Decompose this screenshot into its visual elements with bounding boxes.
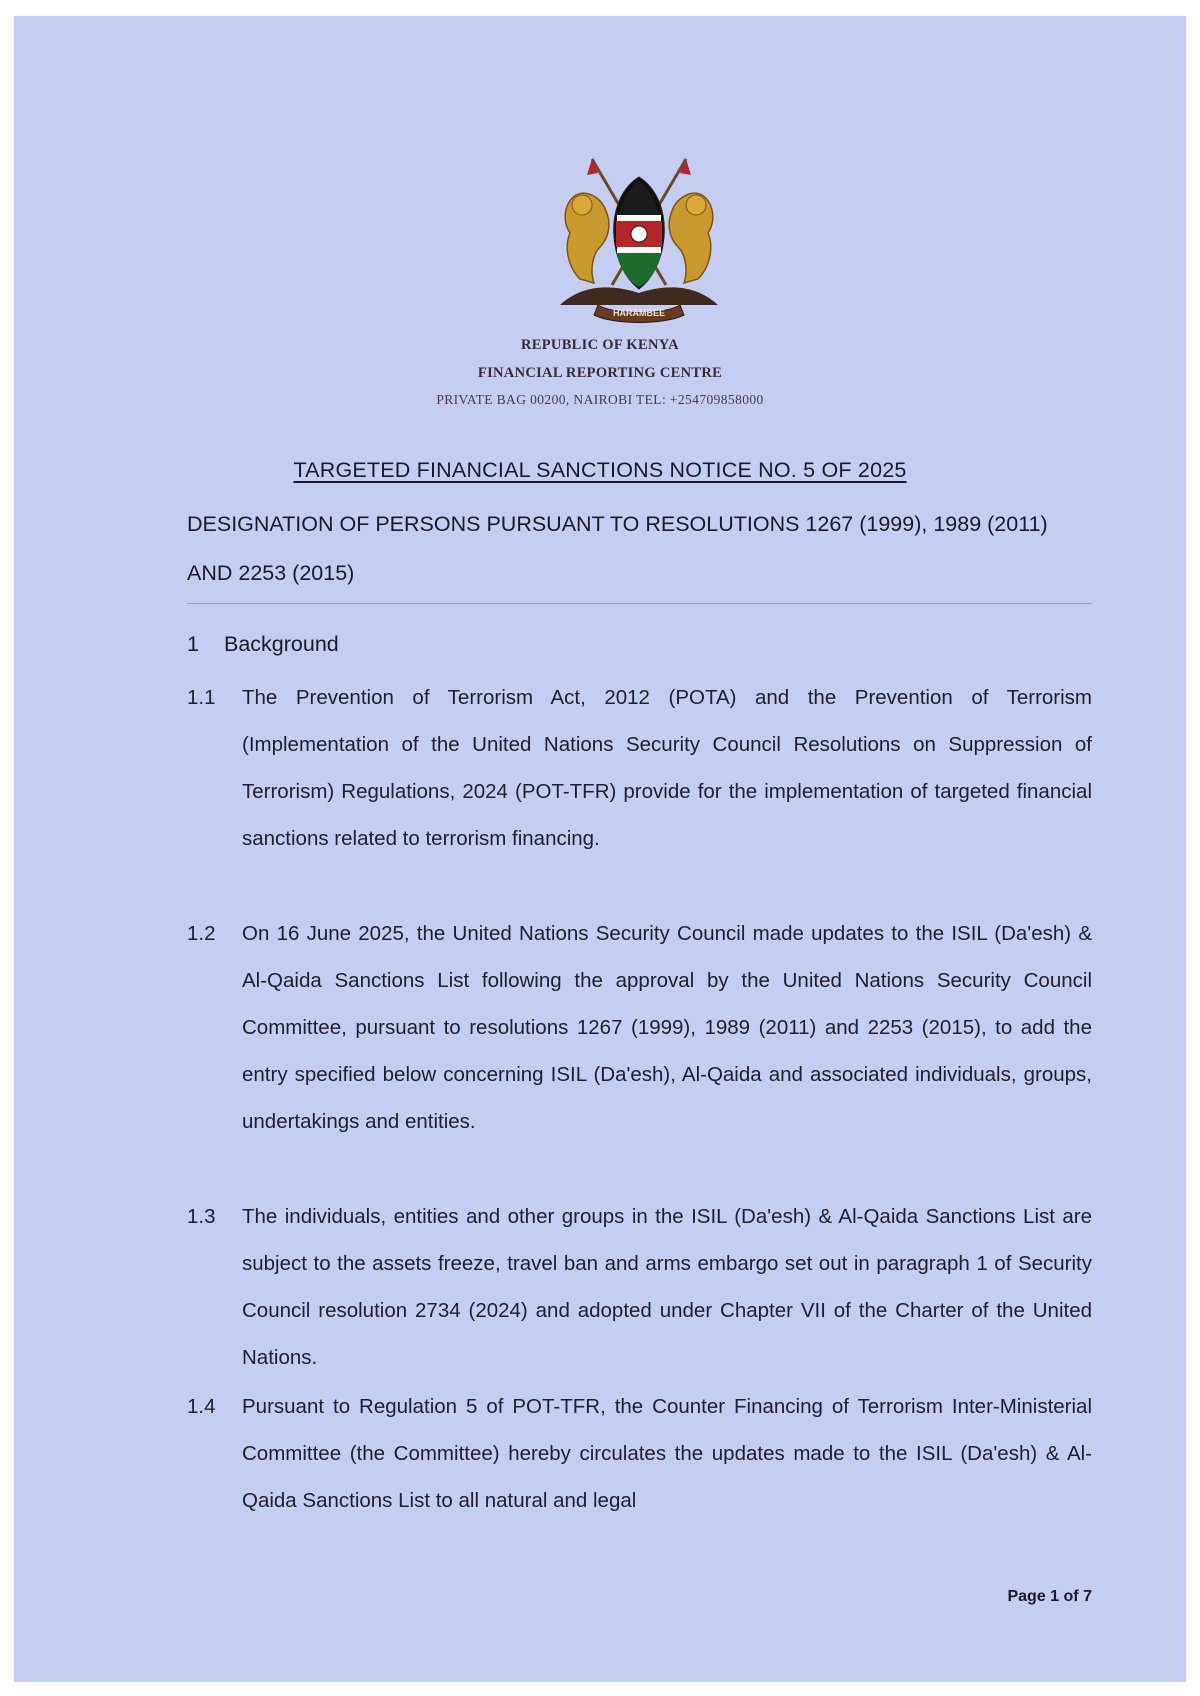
letterhead [0, 331, 1200, 413]
letterhead-address: PRIVATE BAG 00200, NAIROBI TEL: +254709858000 [436, 392, 764, 407]
paragraph-text: The individuals, entities and other groups in the ISIL (Da'esh) & Al-Qaida Sanctions List are subject to the assets freeze, travel ban and arms embargo set out in paragraph 1 of Security Council resolution 2734 (2024) and adopted under Chapter VII of the Charter of the United Nations. [242, 1205, 1092, 1369]
paragraph-text: The Prevention of Terrorism Act, 2012 (POTA) and the Prevention of Terrorism (Implementation of the United Nations Security Council Resolutions on Suppression of Terrorism) Regulations, 2024 (POT-TFR) provide for the implementation of targeted financial sanctions related to terrorism financing. [242, 686, 1092, 850]
page-label: Page [1007, 1588, 1046, 1605]
page-current: 1 [1050, 1588, 1060, 1605]
page-total: 7 [1083, 1588, 1092, 1605]
page-number [1007, 1588, 1092, 1606]
designation-heading: DESIGNATION OF PERSONS PURSUANT TO RESOLUTIONS 1267 (1999), 1989 (2011) AND 2253 (2015) [187, 512, 1048, 585]
section-title: Background [224, 632, 339, 656]
section-number: 1 [187, 632, 199, 656]
paragraph [187, 910, 1092, 1145]
divider [187, 603, 1092, 604]
notice-title: TARGETED FINANCIAL SANCTIONS NOTICE NO. 5 OF 2025 [293, 458, 907, 482]
paragraph-text: On 16 June 2025, the United Nations Security Council made updates to the ISIL (Da'esh) & Al-Qaida Sanctions List following the approval by the United Nations Security Council Committee, pursuant to resolutions 1267 (1999), 1989 (2011) and 2253 (2015), to add the entry specified below concerning ISIL (Da'esh), Al-Qaida and associated individuals, groups, undertakings and entities. [242, 922, 1092, 1133]
page-of: of [1063, 1588, 1079, 1605]
letterhead-republic: REPUBLIC OF KENYA [521, 337, 679, 353]
paragraph [187, 1193, 1092, 1381]
paragraph-number: 1.1 [187, 686, 216, 709]
paragraph-number: 1.3 [187, 1205, 216, 1228]
paragraph-text: Pursuant to Regulation 5 of POT-TFR, the Counter Financing of Terrorism Inter-Ministerial Committee (the Committee) hereby circulates the updates made to the ISIL (Da'esh) & Al-Qaida Sanctions List to all natural and legal [242, 1395, 1092, 1512]
crest-motto: HARAMBEE [612, 308, 666, 318]
paragraph-number: 1.4 [187, 1395, 216, 1418]
kenya-coat-of-arms-emblem [554, 155, 724, 325]
section-heading [187, 632, 339, 657]
paragraph-number: 1.2 [187, 922, 216, 945]
paragraph [187, 674, 1092, 862]
paragraph [187, 1383, 1092, 1524]
letterhead-organization: FINANCIAL REPORTING CENTRE [477, 365, 723, 381]
